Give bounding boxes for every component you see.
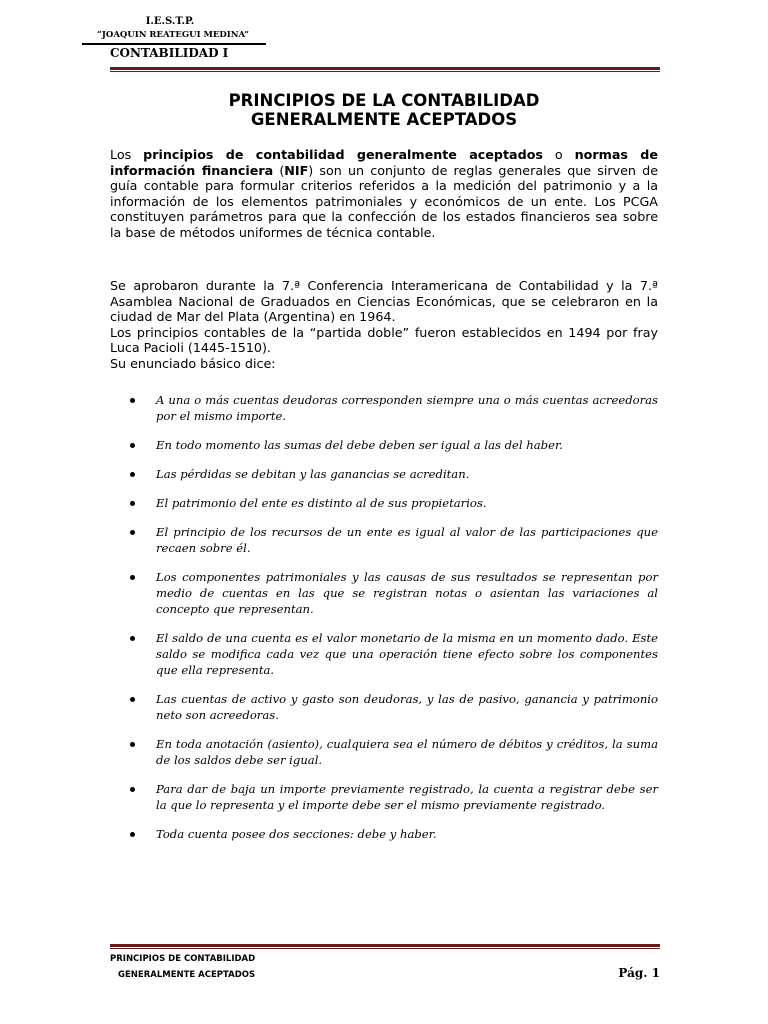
intro-text-2: o	[542, 147, 575, 162]
list-item	[110, 437, 658, 453]
list-item-text: Toda cuenta posee dos secciones: debe y haber.	[156, 827, 437, 841]
intro-bold-nif-full: normas de información financiera	[110, 147, 658, 178]
header-course: CONTABILIDAD I	[110, 46, 229, 60]
bullet-icon	[130, 398, 135, 403]
bullet-icon	[130, 832, 135, 837]
list-item	[110, 691, 658, 723]
list-item-text: El saldo de una cuenta es el valor monetario de la misma en un momento dado. Este saldo se modifica cada vez que una operación tiene efecto sobre los componentes que ella representa.	[156, 631, 658, 677]
intro-bold-nif: NIF	[284, 162, 309, 178]
list-item	[110, 826, 658, 842]
footer-rule-thin	[110, 948, 660, 949]
list-item	[110, 569, 658, 617]
history-line-1: Se aprobaron durante la 7.ª Conferencia Interamericana de Contabilidad y la 7.ª Asamblea Nacional de Graduados en Ciencias Económicas, que se celebraron en la ciudad de Mar del Plata (Argentina) en 1964.	[110, 278, 658, 324]
intro-text-4: ) son un conjunto de reglas generales que sirven de guía contable para formular criterios referidos a la medición del patrimonio y a la información de los elementos patrimoniales y económicos de un ente. Los PCGA constituyen parámetros para que la confección de los estados financieros sea sobre la base de métodos uniformes de técnica contable.	[110, 162, 658, 240]
list-item-text: En toda anotación (asiento), cualquiera sea el número de débitos y créditos, la suma de los saldos debe ser igual.	[156, 737, 658, 767]
list-item-text: Las cuentas de activo y gasto son deudoras, y las de pasivo, ganancia y patrimonio neto son acreedoras.	[156, 692, 658, 722]
footer-rule-thick	[110, 944, 660, 947]
list-item	[110, 466, 658, 482]
list-item-text: A una o más cuentas deudoras corresponden siempre una o más cuentas acreedoras por el mismo importe.	[156, 393, 658, 423]
list-item	[110, 736, 658, 768]
bullet-icon	[130, 472, 135, 477]
title-line-1: PRINCIPIOS DE LA CONTABILIDAD	[228, 91, 540, 110]
title-line-2: GENERALMENTE ACEPTADOS	[250, 110, 518, 129]
list-item-text: El patrimonio del ente es distinto al de sus propietarios.	[156, 496, 487, 510]
bullet-icon	[130, 697, 135, 702]
intro-text-3: (	[273, 162, 285, 178]
history-paragraph	[110, 278, 658, 371]
footer-title-line-2: GENERALMENTE ACEPTADOS	[118, 970, 256, 980]
header-institution: I.E.S.T.P.	[145, 16, 195, 27]
list-item	[110, 630, 658, 678]
list-item	[110, 524, 658, 556]
history-line-2: Los principios contables de la “partida doble” fueron establecidos en 1494 por fray Luca Pacioli (1445-1510).	[110, 324, 658, 355]
header-underline	[82, 43, 266, 45]
history-line-3: Su enunciado básico dice:	[110, 355, 276, 371]
header-rule	[110, 67, 660, 72]
bullet-icon	[130, 501, 135, 506]
list-item-text: En todo momento las sumas del debe deben ser igual a las del haber.	[156, 438, 563, 452]
bullet-icon	[130, 787, 135, 792]
footer-rule	[110, 944, 660, 949]
page-title	[110, 91, 658, 129]
list-item-text: El principio de los recursos de un ente es igual al valor de las participaciones que recaen sobre él.	[156, 525, 658, 555]
bullet-icon	[130, 636, 135, 641]
bullet-icon	[130, 575, 135, 580]
list-item-text: Los componentes patrimoniales y las causas de sus resultados se representan por medio de cuentas en las que se registran notas o asientan las variaciones al concepto que representan.	[156, 570, 658, 616]
list-item-text: Las pérdidas se debitan y las ganancias se acreditan.	[156, 467, 470, 481]
bullet-icon	[130, 742, 135, 747]
list-item	[110, 781, 658, 813]
header-rule-thick	[110, 67, 660, 70]
header-rule-thin	[110, 71, 660, 72]
list-item	[110, 495, 658, 511]
footer-title-line-1: PRINCIPIOS DE CONTABILIDAD	[110, 954, 256, 964]
intro-text-1: Los	[110, 147, 144, 162]
principles-list	[110, 392, 658, 855]
bullet-icon	[130, 443, 135, 448]
list-item	[110, 392, 658, 424]
list-item-text: Para dar de baja un importe previamente registrado, la cuenta a registrar debe ser la que lo representa y el importe debe ser el mismo previamente registrado.	[156, 782, 658, 812]
page-number: Pág. 1	[618, 966, 660, 980]
intro-bold-pcga: principios de contabilidad generalmente aceptados	[143, 147, 543, 162]
bullet-icon	[130, 530, 135, 535]
header-institution-name: “JOAQUIN REATEGUI MEDINA”	[97, 30, 249, 40]
intro-paragraph	[110, 147, 658, 240]
